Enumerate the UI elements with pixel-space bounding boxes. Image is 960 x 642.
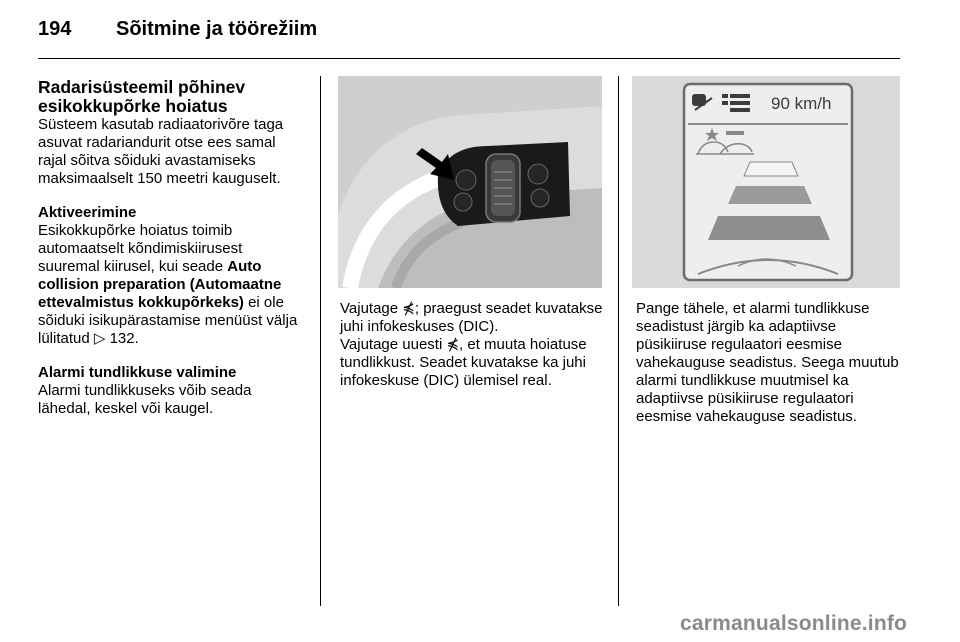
page-reference: 132. bbox=[105, 330, 139, 347]
column-divider-2 bbox=[618, 76, 619, 606]
column-3 bbox=[636, 300, 906, 442]
page-header bbox=[38, 18, 317, 50]
chapter-title: Sõitmine ja töörežiim bbox=[116, 18, 318, 40]
steering-wheel-illustration bbox=[338, 76, 602, 288]
gap-bar-close bbox=[708, 216, 830, 240]
press-paragraph-1 bbox=[340, 300, 606, 390]
press-text-1b: ; praegust seadet kuvatakse juhi infokeskuses (DIC). bbox=[340, 300, 603, 335]
press-text-2b: , et muuta hoiatuse tundlikkust. Seadet kuvatakse ka juhi infokeskuse (DIC) ülemisel real. bbox=[340, 336, 587, 389]
column-2 bbox=[340, 300, 606, 406]
gap-bar-far bbox=[744, 162, 798, 176]
activation-setting-name: Auto collision preparation (Automaatne ettevalmistus kokkupõrkeks) bbox=[38, 258, 282, 311]
column-divider-1 bbox=[320, 76, 321, 606]
section-title: Radarisüsteemil põhinev esikokkupõrke hoiatus bbox=[38, 77, 246, 116]
activation-paragraph bbox=[38, 204, 306, 348]
press-text-2a: Vajutage uuesti bbox=[340, 336, 447, 353]
dic-display-figure bbox=[632, 76, 900, 288]
threshold-text: Alarmi tundlikkuseks võib seada lähedal, keskel või kaugel. bbox=[38, 382, 252, 417]
header-divider bbox=[38, 58, 900, 59]
page-number: 194 bbox=[38, 18, 72, 40]
press-text-1a: Vajutage bbox=[340, 300, 403, 317]
threshold-heading: Alarmi tundlikkuse valimine bbox=[38, 364, 237, 381]
footer-watermark: carmanualsonline.info bbox=[680, 612, 908, 635]
gap-bar-mid bbox=[728, 186, 812, 204]
activation-text-2: ei ole sõiduki isikupärastamise menüüst välja lülitatud bbox=[38, 294, 298, 347]
threshold-paragraph bbox=[38, 364, 306, 418]
vehicle-ahead-gap-icon: ⋠ bbox=[402, 300, 415, 317]
speed-display: 90 km/h bbox=[771, 94, 832, 113]
page-reference-icon: ▷ bbox=[93, 330, 106, 347]
column-1 bbox=[38, 78, 306, 434]
vehicle-ahead-gap-icon: ⋠ bbox=[446, 336, 460, 353]
activation-text-1: Esikokkupõrke hoiatus toimib automaatselt kõndimiskiirusest suuremal kiirusel, kui seade bbox=[38, 222, 243, 275]
activation-heading: Aktiveerimine bbox=[38, 204, 137, 221]
dic-display-illustration bbox=[632, 76, 900, 288]
intro-paragraph: Süsteem kasutab radiaatorivõre taga asuvat radariandurit otse ees samal rajal sõitva sõiduki avastamiseks maksimaalselt 150 meetri kauguselt. bbox=[38, 116, 284, 187]
note-paragraph: Pange tähele, et alarmi tundlikkuse seadistust järgib ka adaptiivse püsikiiruse regulaatori eesmise vahekauguse seadistus. Seega muutub alarmi tundlikkuse muutmisel ka adaptiivse püsikiiruse regulaatori eesmise vahekauguse seadistus. bbox=[636, 300, 899, 425]
steering-wheel-figure bbox=[338, 76, 602, 288]
